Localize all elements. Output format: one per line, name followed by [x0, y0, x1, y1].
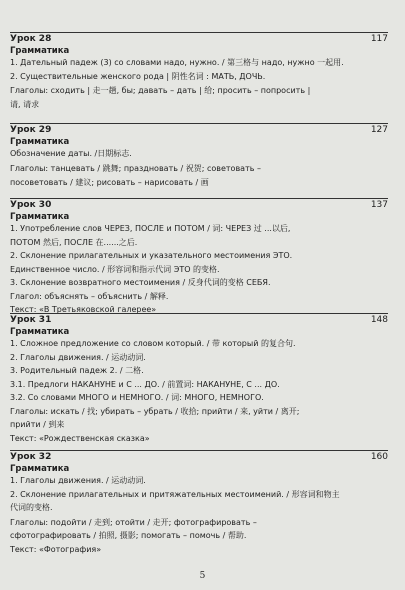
lesson-title: Урок 31 [10, 315, 52, 325]
lesson-page-number: 160 [370, 452, 388, 462]
lesson-line: 2. Существительные женского рода | 阴性名词 : МАТЬ, ДОЧЬ. [10, 71, 266, 81]
lesson-line: Обозначение даты. /日期标志. [10, 149, 132, 158]
lesson-line: 1. Сложное предложение со словом который. / 带 который 的复合句. [10, 339, 296, 348]
lesson-line: Глаголы: подойти / 走到; отойти / 走开; фотографировать – [10, 517, 257, 527]
lesson-line: Глаголы: искать / 找; убирать – убрать / 收拾; прийти / 来, уйти / 离开; [10, 406, 300, 416]
section-heading: Грамматика [10, 137, 70, 147]
lesson-31 [10, 313, 388, 446]
lesson-line: Текст: «В Третьяковской галерее» [10, 305, 157, 314]
lesson-28 [10, 32, 388, 112]
lesson-line: 3.2. Со словами МНОГО и НЕМНОГО. / 词: МНОГО, НЕМНОГО. [10, 393, 264, 402]
lesson-line: 代词的变格. [10, 503, 53, 512]
lesson-line: Глаголы: сходить | 走一趟, бы; давать – дать | 给; просить – попросить | [10, 86, 311, 95]
lesson-page-number: 117 [370, 34, 388, 44]
lesson-line: сфотографировать / 拍照, 摄影; помогать – помочь / 帮助. [10, 531, 247, 540]
lesson-line: Текст: «Рождественская сказка» [10, 433, 150, 443]
lesson-30 [10, 198, 388, 318]
lesson-line: 3. Склонение возвратного местоимения / 反身代词的变格 СЕБЯ. [10, 278, 271, 287]
section-heading: Грамматика [10, 327, 70, 337]
lesson-line: ПОТОМ 然后, ПОСЛЕ 在......之后. [10, 237, 138, 247]
lesson-line: Единственное число. / 形容词和指示代词 ЭТО 的变格. [10, 264, 220, 274]
lesson-line: 1. Глаголы движения. / 运动动词. [10, 476, 146, 485]
lesson-page-number: 127 [370, 125, 388, 135]
section-heading: Грамматика [10, 212, 70, 222]
lesson-title: Урок 32 [10, 452, 52, 462]
lesson-29 [10, 123, 388, 191]
section-heading: Грамматика [10, 464, 70, 474]
lesson-line: Текст: «Фотография» [10, 544, 102, 554]
lesson-line: Глаголы: танцевать / 跳舞; праздновать / 祝贺; советовать – [10, 163, 261, 173]
lesson-title: Урок 29 [10, 125, 52, 135]
lesson-line: 1. Употребление слов ЧЕРЕЗ, ПОСЛЕ и ПОТОМ / 词: ЧЕРЕЗ 过 ...以后, [10, 224, 291, 233]
page-number: 5 [199, 571, 206, 581]
lesson-page-number: 137 [370, 200, 388, 210]
lesson-page-number: 148 [370, 315, 388, 325]
lesson-line: посоветовать / 建议; рисовать – нарисовать / 画 [10, 178, 209, 187]
lesson-line: 2. Глаголы движения. / 运动动词. [10, 352, 146, 362]
lesson-line: 3. Родительный падеж 2. / 二格. [10, 366, 144, 375]
lesson-title: Урок 30 [10, 200, 52, 210]
lesson-line: прийти / 到来 [10, 420, 65, 429]
lesson-line: 2. Склонение прилагательных и указательного местоимения ЭТО. [10, 251, 293, 260]
lesson-title: Урок 28 [10, 34, 52, 44]
lesson-32 [10, 450, 388, 557]
lesson-line: 1. Дательный падеж (3) со словами надо, нужно. / 第三格与 надо, нужно 一起用. [10, 58, 344, 67]
lesson-line: 请, 请求 [10, 99, 40, 109]
lesson-line: 3.1. Предлоги НАКАНУНЕ и С ... ДО. / 前置词: НАКАНУНЕ, С ... ДО. [10, 379, 280, 389]
lesson-line: 2. Склонение прилагательных и притяжательных местоимений. / 形容词和物主 [10, 489, 340, 499]
lesson-line: Глагол: объяснять – объяснить / 解释. [10, 291, 169, 301]
section-heading: Грамматика [10, 46, 70, 56]
